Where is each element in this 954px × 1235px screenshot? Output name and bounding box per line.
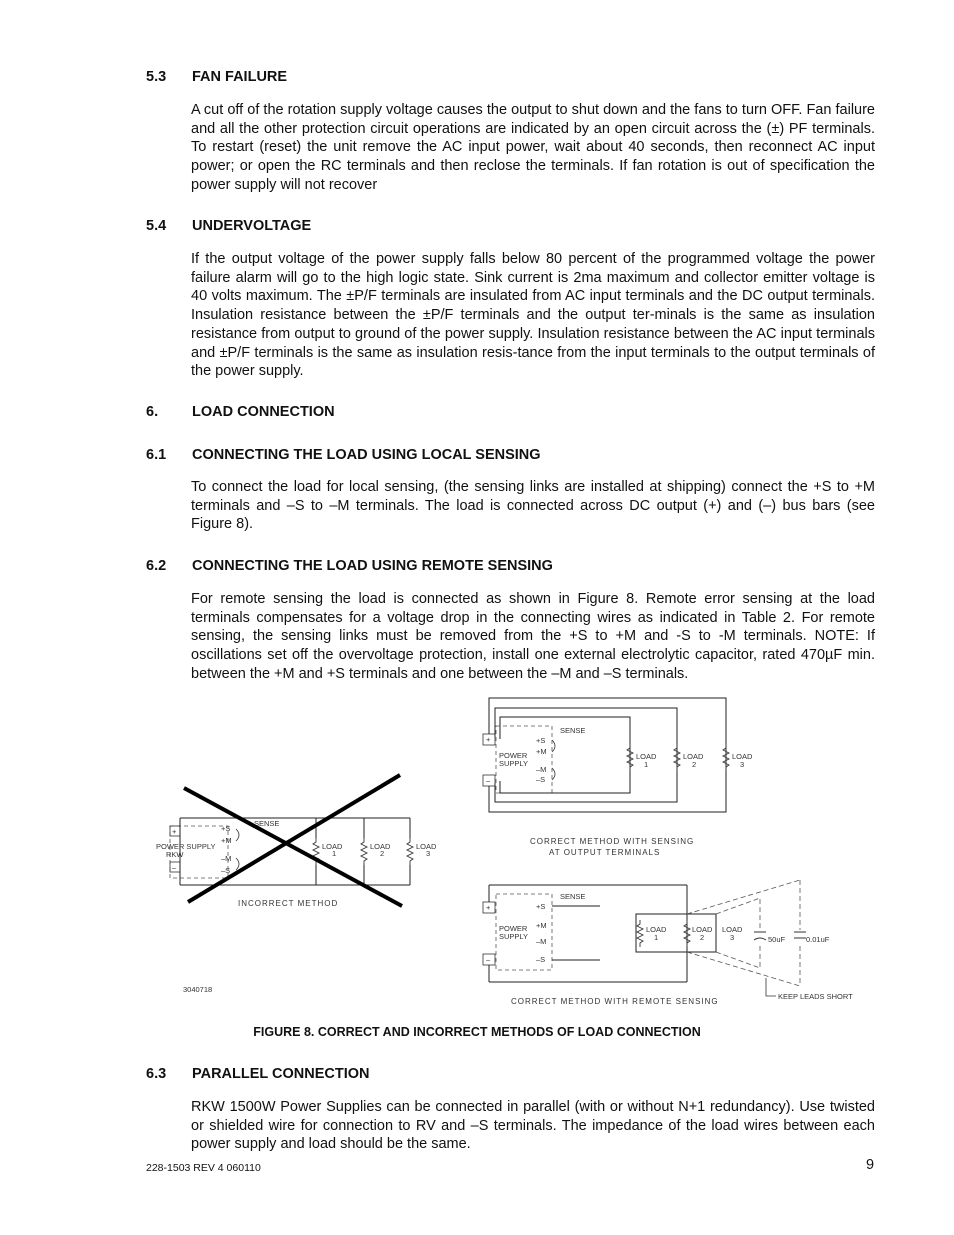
power-label: POWER — [499, 924, 528, 933]
rkw-label: RKW — [166, 850, 184, 859]
minus-m-label: –M — [221, 854, 232, 863]
supply-label: SUPPLY — [499, 759, 529, 768]
incorrect-method-diagram — [156, 775, 437, 994]
correct-remote-caption: CORRECT METHOD WITH REMOTE SENSING — [511, 997, 719, 1006]
minus-m-label: –M — [536, 765, 547, 774]
plus-s-label: +S — [536, 736, 546, 745]
section-title: LOAD CONNECTION — [192, 404, 335, 420]
section-title: PARALLEL CONNECTION — [192, 1066, 370, 1082]
section-number: 6.1 — [146, 447, 167, 463]
page-number: 9 — [866, 1157, 875, 1173]
load-3-number: 3 — [426, 849, 431, 858]
section-number: 6.3 — [146, 1066, 167, 1082]
load-1-label: LOAD — [636, 752, 657, 761]
capacitor-50uf-label: 50uF — [768, 935, 786, 944]
minus-terminal-label: – — [486, 955, 491, 964]
capacitor-001uf-label: 0.01uF — [806, 935, 830, 944]
minus-terminal-label: – — [172, 863, 177, 872]
section-title: CONNECTING THE LOAD USING REMOTE SENSING — [192, 558, 553, 574]
plus-s-label: +S — [221, 824, 231, 833]
section-number: 5.3 — [146, 69, 167, 85]
power-supply-label: POWER SUPPLY — [156, 842, 216, 851]
section-6-2-body: For remote sensing the load is connected as shown in Figure 8. Remote error sensing at the load terminals compensates for a voltage drop in the connecting wires as indicated in Table 2. For remote sensing, the sensing links must be removed from the +S to +M and -S to -M terminals. NOTE: If oscillations set off the overvoltage protection, install one external electrolytic capacitor, rated 470µF min. between the +M and +S terminals and one between the –M and –S terminals. — [191, 591, 875, 682]
load-2-number: 2 — [380, 849, 385, 858]
section-number: 5.4 — [146, 218, 167, 234]
load-1-label: LOAD — [646, 925, 667, 934]
figure-8-caption: FIGURE 8. CORRECT AND INCORRECT METHODS OF LOAD CONNECTION — [253, 1025, 701, 1039]
load-2-number: 2 — [700, 933, 705, 942]
plus-m-label: +M — [221, 836, 232, 845]
load-2-label: LOAD — [683, 752, 704, 761]
minus-m-label: –M — [536, 937, 547, 946]
load-2-number: 2 — [692, 760, 697, 769]
section-6-3-body: RKW 1500W Power Supplies can be connected in parallel (with or without N+1 redundancy). Use twisted or shielded wire for connection to RV and –S terminals. The impedance of the load wires between each power supply and load should be the same. — [191, 1099, 875, 1153]
section-6-1-body: To connect the load for local sensing, (the sensing links are installed at shipping) connect the +S to +M terminals and –S to –M terminals. The load is connected across DC output (+) and (–) bus bars (see Figure 8). — [191, 479, 875, 533]
sense-label: SENSE — [560, 892, 586, 901]
plus-s-label: +S — [536, 902, 546, 911]
load-1-number: 1 — [332, 849, 337, 858]
section-number: 6. — [146, 404, 159, 420]
section-title: FAN FAILURE — [192, 69, 288, 85]
sense-label: SENSE — [254, 819, 280, 828]
section-5-3-body: A cut off of the rotation supply voltage causes the output to shut down and the fans to turn OFF. Fan failure and all the other protection circuit operations are indicated by an open circuit across the (±) PF terminals. To restart (reset) the unit remove the AC input power, wait about 40 seconds, then reconnect AC input power; or open the RC terminals and then reclose the terminals. If fan rotation is out of specification the power supply will not recover — [191, 102, 875, 193]
correct-output-caption-line1: CORRECT METHOD WITH SENSING — [530, 837, 695, 846]
correct-output-sensing-diagram — [483, 698, 753, 857]
minus-terminal-label: – — [486, 776, 491, 785]
plus-terminal-label: + — [486, 903, 491, 912]
section-title: UNDERVOLTAGE — [192, 218, 312, 234]
correct-remote-sensing-diagram — [483, 880, 853, 1006]
load-3-label: LOAD — [722, 925, 743, 934]
plus-m-label: +M — [536, 921, 547, 930]
load-2-label: LOAD — [370, 842, 391, 851]
keep-leads-short-label: KEEP LEADS SHORT — [778, 992, 853, 1001]
load-3-label: LOAD — [416, 842, 437, 851]
supply-label: SUPPLY — [499, 932, 529, 941]
load-1-label: LOAD — [322, 842, 343, 851]
section-5-4-body: If the output voltage of the power supply falls below 80 percent of the programmed voltage the power failure alarm will go to the high logic state. Sink current is 2ma maximum and collector emitter voltage is 40 volts maximum. The ±P/F terminals are insulated from AC input terminals and the DC output terminals. Insulation resistance between the ±P/F terminals and the output ter-minals is the same as insulation resistance from output to ground of the power supply. Insulation resistance between the AC input terminals and ±P/F terminals is the same as insulation resis-tance from the input terminals to the output terminals of the power supply. — [191, 251, 875, 380]
incorrect-method-caption: INCORRECT METHOD — [238, 899, 339, 908]
load-3-number: 3 — [730, 933, 735, 942]
section-title: CONNECTING THE LOAD USING LOCAL SENSING — [192, 447, 541, 463]
document-number: 228-1503 REV 4 060110 — [146, 1162, 261, 1174]
drawing-number: 3040718 — [183, 985, 213, 994]
plus-m-label: +M — [536, 747, 547, 756]
power-label: POWER — [499, 751, 528, 760]
load-1-number: 1 — [654, 933, 659, 942]
section-number: 6.2 — [146, 558, 167, 574]
load-1-number: 1 — [644, 760, 649, 769]
load-3-number: 3 — [740, 760, 745, 769]
minus-s-label: –S — [536, 775, 546, 784]
load-2-label: LOAD — [692, 925, 713, 934]
correct-output-caption-line2: AT OUTPUT TERMINALS — [549, 848, 661, 857]
sense-label: SENSE — [560, 726, 586, 735]
plus-terminal-label: + — [486, 735, 491, 744]
load-3-label: LOAD — [732, 752, 753, 761]
minus-s-label: –S — [221, 866, 231, 875]
minus-s-label: –S — [536, 955, 546, 964]
plus-terminal-label: + — [172, 827, 177, 836]
